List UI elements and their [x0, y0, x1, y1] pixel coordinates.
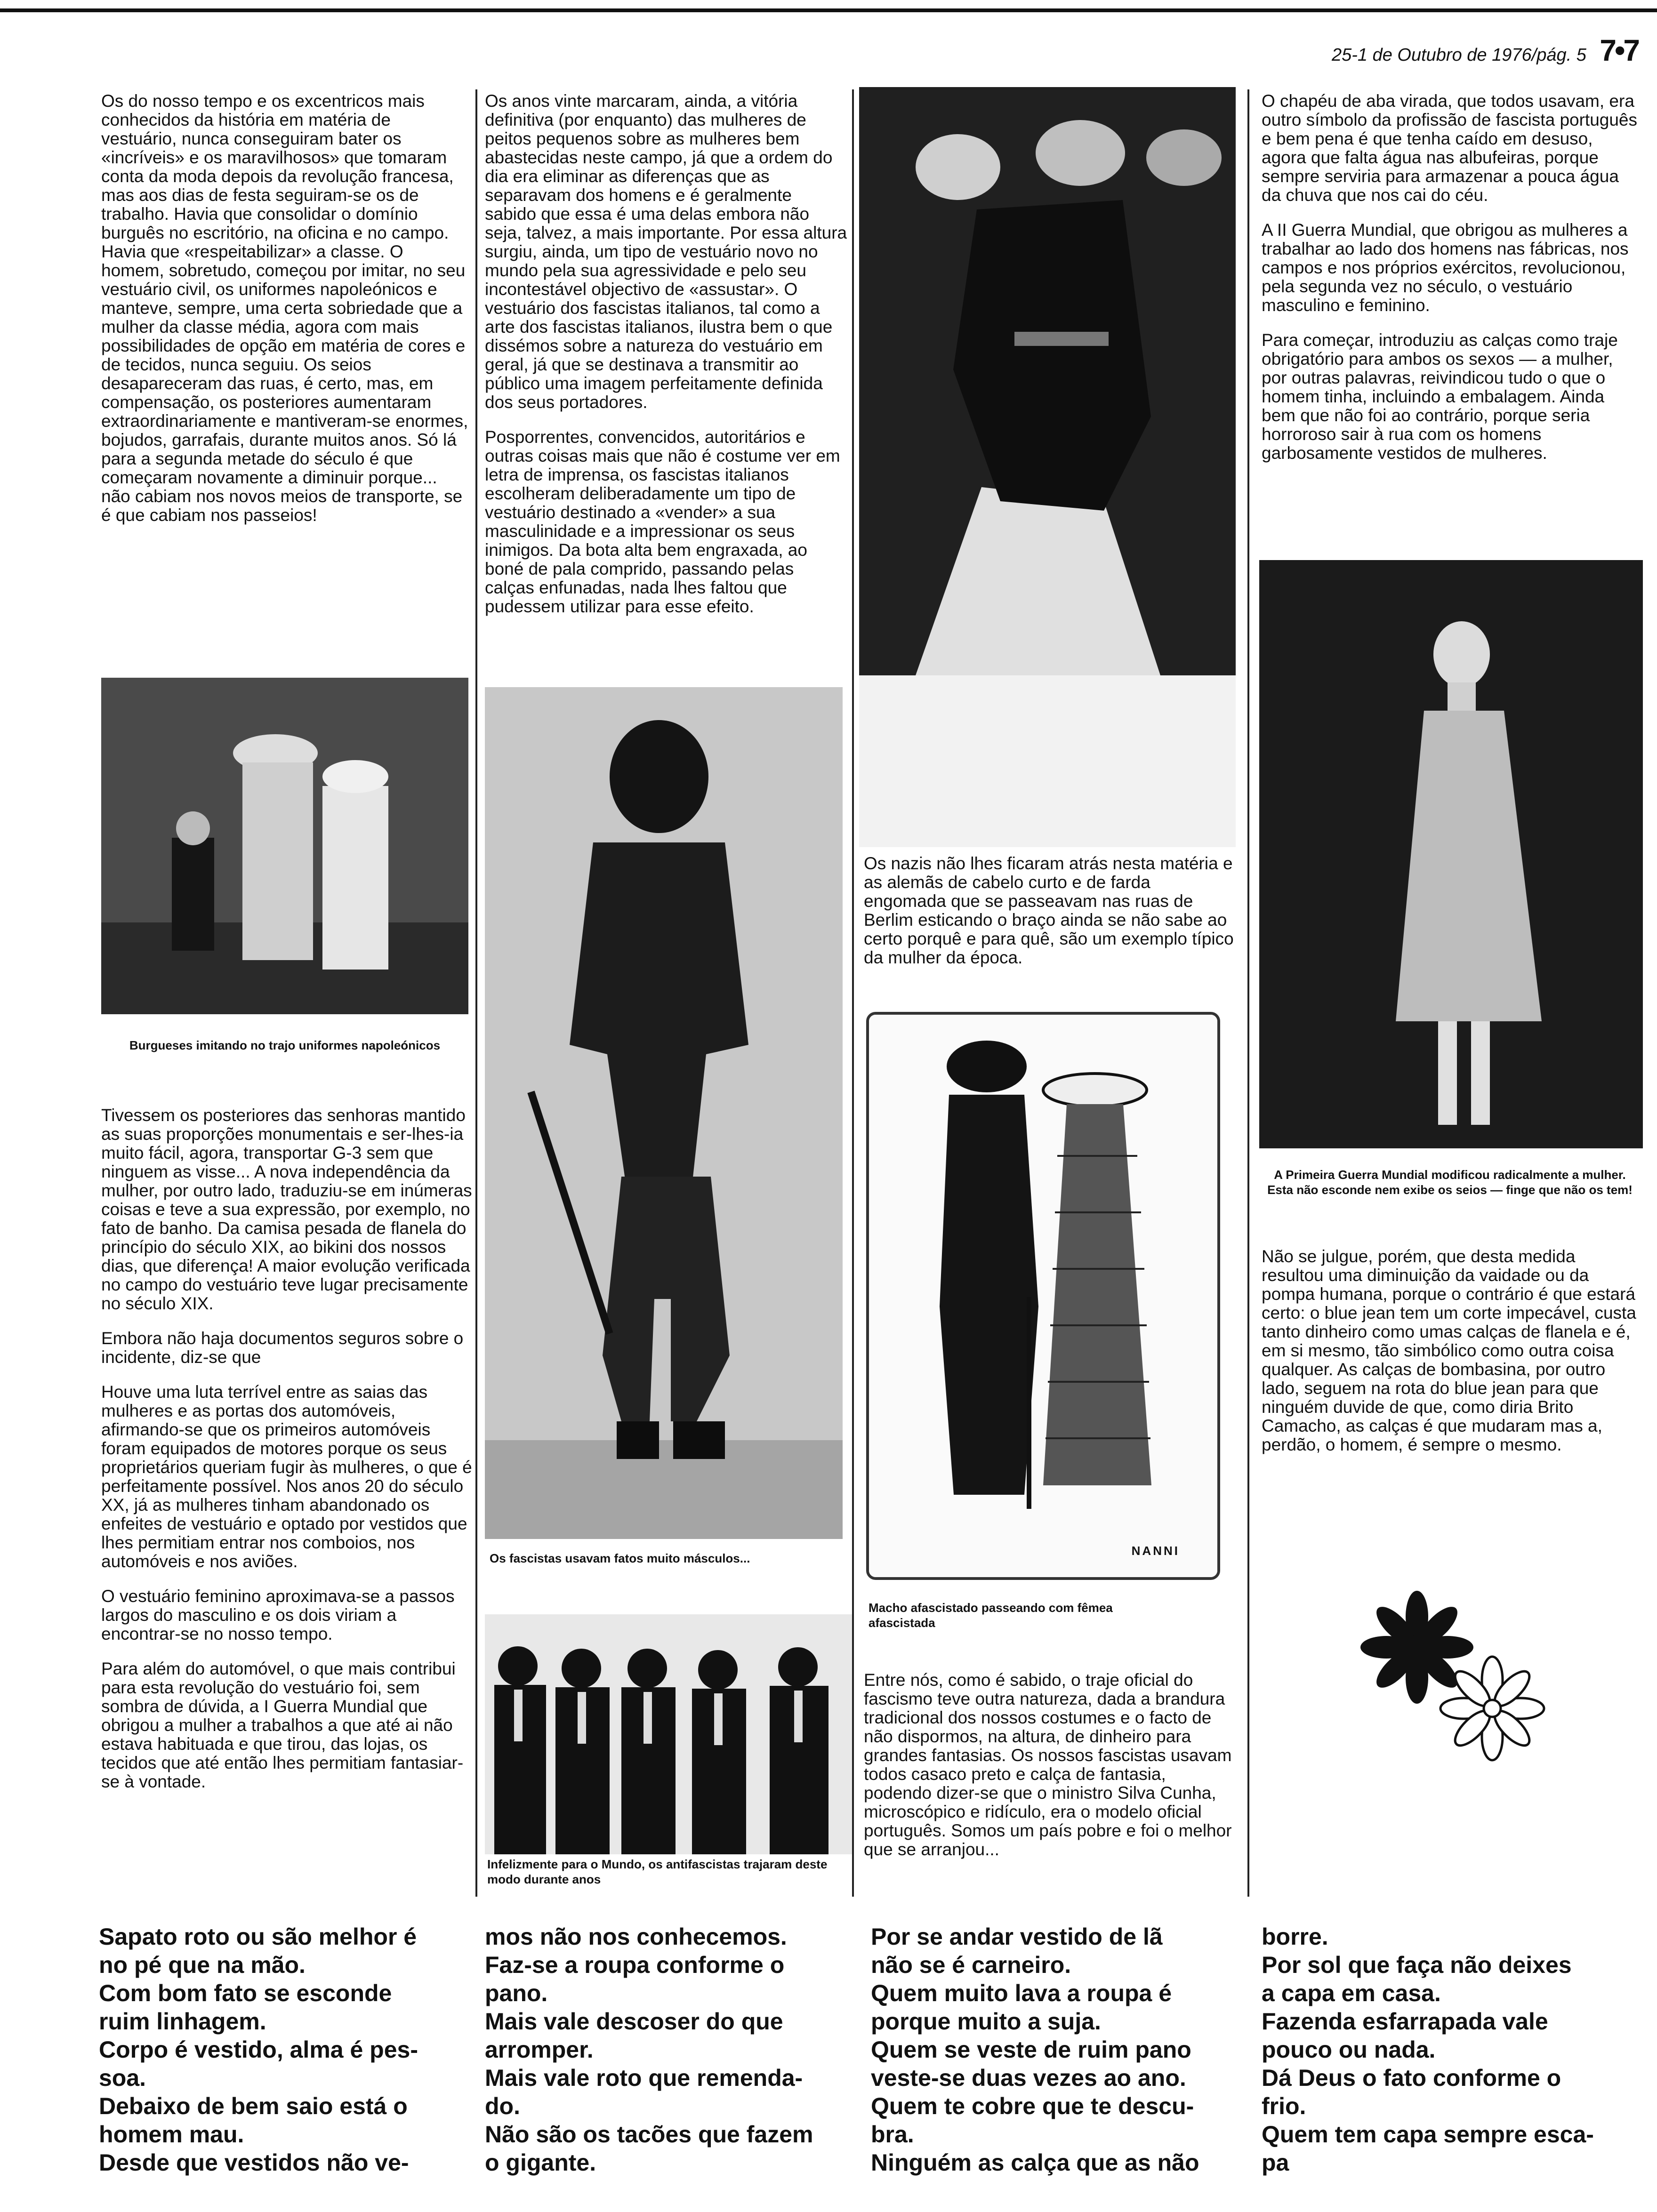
saying-line: o gigante.	[485, 2149, 596, 2176]
saying-line: Quem te cobre que te descu-	[871, 2093, 1194, 2119]
article-paragraph: Os do nosso tempo e os excentricos mais conhecidos da história em matéria de vestuário, nunca conseguiram bater os «incríveis» e os maravilhosos» que tomaram conta da moda depois da revolução francesa, mas aos dias de festa seguiram-se os de trabalho. Havia que consolidar o domínio burguês no escritório, na oficina e no campo. Havia que «respeitabilizar» a classe. O homem, sobretudo, começou por imitar, no seu vestuário civil, os uniformes napoleónicos e manteve, sempre, uma certa sobriedade que a mulher da classe média, agora com mais possibilidades de opção em matéria de cores e de tecidos, nunca seguiu. Os seios desapareceram das ruas, é certo, mas, em compensação, os posteriores aumentaram extraordinariamente e mantiveram-se enormes, bojudos, garrafais, durante muitos anos. Só lá para a segunda metade do século é que começaram novamente a diminuir porque... não cabiam nos novos meios de transporte, se é que cabiam nos passeios!	[101, 91, 468, 525]
photo-caption: Infelizmente para o Mundo, os antifascistas trajaram deste modo durante anos	[487, 1857, 828, 1886]
article-paragraph: Houve uma luta terrível entre as saias das mulheres e as portas dos automóveis, afirmando-se que os primeiros automóveis foram equipados de motores porque os seus proprietários queriam fugir às mulheres, o que é perfeitamente possível. Nos anos 20 do século XX, já as mulheres tinham abandonado os enfeites de vestuário e optado por vestidos que lhes permitiam entrar nos comboios, nos automóveis e nos aviões.	[101, 1382, 472, 1571]
column-4-top	[1262, 92, 1638, 479]
saying-line: homem mau.	[99, 2121, 244, 2148]
column-1-bottom	[101, 1106, 473, 1807]
article-paragraph: Não se julgue, porém, que desta medida resultou uma diminuição da vaidade ou da pompa humana, porque o contrário é que estará certo: o blue jean tem um corte impecável, custa tanto dinheiro como umas calças de flanela e é, em si mesmo, tão simbólico como outra coisa qualquer. As calças de bombasina, por outro lado, seguem na rota do blue jean para que ninguém duvide de que, como diria Brito Camacho, as calças é que mudaram mas a, perdão, o homem, é sempre o mesmo.	[1262, 1247, 1636, 1454]
photo-caption: Burgueses imitando no trajo uniformes napoleónicos	[129, 1038, 441, 1052]
saying-line: Corpo é vestido, alma é pes-	[99, 2036, 418, 2063]
article-paragraph: Para começar, introduziu as calças como traje obrigatório para ambos os sexos — a mulher, por outras palavras, reivindicou tudo o que o homem tinha, incluindo a embalagem. Ainda bem que não foi ao contrário, porque seria horroroso sair à rua com os homens garbosamente vestidos de mulheres.	[1262, 330, 1618, 463]
column-rule	[475, 89, 477, 1897]
saying-line: porque muito a suja.	[871, 2008, 1101, 2035]
date-page: 25-1 de Outubro de 1976/pág. 5	[1331, 45, 1586, 65]
saying-line: mos não nos conhecemos.	[485, 1923, 787, 1950]
article-paragraph: Embora não haja documentos seguros sobre o incidente, diz-se que	[101, 1329, 464, 1367]
saying-line: Mais vale descoser do que	[485, 2008, 783, 2035]
saying-line: não se é carneiro.	[871, 1952, 1071, 1978]
article-paragraph: O chapéu de aba virada, que todos usavam, era outro símbolo da profissão de fascista português e bem pena é que tenha caído em desuso, agora que falta água nas albufeiras, porque sempre serviria para armazenar a pouca água da chuva que nos cai do céu.	[1262, 91, 1638, 205]
article-paragraph: Tivessem os posteriores das senhoras mantido as suas proporções monumentais e ser-lhes-ia muito fácil, agora, transportar G-3 sem que ninguem as visse... A nova independência da mulher, por outro lado, traduziu-se em inúmeras coisas e teve a sua expressão, por exemplo, no fato de banho. Da camisa pesada de flanela do princípio do século XIX, ao bikini dos nossos dias, que diferença! A maior evolução verificada no campo do vestuário teve lugar precisamente no século XIX.	[101, 1106, 472, 1313]
article-paragraph: Posporrentes, convencidos, autoritários e outras coisas mais que não é costume ver em letra de imprensa, os fascistas italianos escolheram deliberadamente um tipo de vestuário destinado a «vender» a sua masculinidade e a impressionar os seus inimigos. Da bota alta bem engraxada, ao boné de pala comprido, passando pelas calças enfunadas, nada lhes faltou que pudessem utilizar para esse efeito.	[485, 427, 840, 616]
photo-1920s-woman	[1259, 560, 1643, 1148]
saying-line: a capa em casa.	[1262, 1980, 1441, 2006]
saying-line: no pé que na mão.	[99, 1952, 306, 1978]
sayings-column-2	[485, 1923, 852, 2177]
saying-line: do.	[485, 2093, 520, 2119]
magazine-logo: 7•7	[1600, 33, 1638, 67]
saying-line: Sapato roto ou são melhor é	[99, 1923, 417, 1950]
photo-antifascists	[485, 1614, 852, 1854]
sayings-column-1	[99, 1923, 475, 2177]
saying-line: veste-se duas vezes ao ano.	[871, 2065, 1186, 2091]
photo-caption: Macho afascistado passeando com fêmea afascistada	[869, 1601, 1113, 1630]
saying-line: ruim linhagem.	[99, 2008, 266, 2035]
top-rule	[0, 8, 1657, 12]
saying-line: Desde que vestidos não ve-	[99, 2149, 409, 2176]
saying-line: Fazenda esfarrapada vale	[1262, 2008, 1548, 2035]
saying-line: pa	[1262, 2149, 1289, 2176]
saying-line: Por sol que faça não deixes	[1262, 1952, 1572, 1978]
saying-line: frio.	[1262, 2093, 1306, 2119]
photo-mussolini-crowd	[859, 87, 1236, 847]
page-header	[1332, 33, 1638, 68]
column-3-bottom	[864, 1671, 1236, 1875]
column-2-top	[485, 92, 847, 632]
article-paragraph: O vestuário feminino aproximava-se a passos largos do masculino e os dois viriam a encontrar-se no nosso tempo.	[101, 1587, 455, 1643]
column-1-top	[101, 92, 468, 541]
column-rule	[852, 89, 854, 1897]
flower-ornament-icon	[1356, 1591, 1553, 1770]
photo-bourgeois-napoleonic	[101, 678, 468, 1014]
article-paragraph: Os anos vinte marcaram, ainda, a vitória definitiva (por enquanto) das mulheres de peitos pequenos sobre as mulheres bem abastecidas neste campo, já que a ordem do dia era eliminar as diferenças que as separavam dos homens e é geralmente sabido que essa é uma delas embora não seja, talvez, a mais importante. Por essa altura surgiu, ainda, um tipo de vestuário novo no mundo pela sua agressividade e pelo seu incontestável objectivo de «assustar». O vestuário dos fascistas italianos, tal como a arte dos fascistas italianos, ilustra bem o que dissémos sobre a natureza do vestuário em geral, já que se destinava a transmitir ao público uma imagem perfeitamente definida dos seus portadores.	[485, 91, 847, 412]
saying-line: arromper.	[485, 2036, 594, 2063]
sayings-column-3	[871, 1923, 1247, 2177]
saying-line: Quem muito lava a roupa é	[871, 1980, 1172, 2006]
article-paragraph: Os nazis não lhes ficaram atrás nesta matéria e as alemãs de cabelo curto e de farda engomada que se passeavam nas ruas de Berlim esticando o braço ainda se não sabe ao certo porquê e para quê, são um exemplo típico da mulher da época.	[864, 854, 1234, 967]
article-paragraph: A II Guerra Mundial, que obrigou as mulheres a trabalhar ao lado dos homens nas fábricas, nos campos e nos próprios exércitos, revolucionou, pela segunda vez no século, o vestuário masculino e feminino.	[1262, 220, 1629, 315]
saying-line: Por se andar vestido de lã	[871, 1923, 1163, 1950]
photo-caption: Os fascistas usavam fatos muito másculos...	[490, 1551, 750, 1565]
saying-line: Ninguém as calça que as não	[871, 2149, 1199, 2176]
saying-line: Faz-se a roupa conforme o	[485, 1952, 785, 1978]
column-3-middle	[864, 854, 1236, 983]
column-4-bottom	[1262, 1247, 1638, 1470]
saying-line: bra.	[871, 2121, 914, 2148]
saying-line: Quem se veste de ruim pano	[871, 2036, 1191, 2063]
saying-line: Com bom fato se esconde	[99, 1980, 392, 2006]
saying-line: borre.	[1262, 1923, 1328, 1950]
saying-line: soa.	[99, 2065, 146, 2091]
saying-line: pano.	[485, 1980, 548, 2006]
article-paragraph: Entre nós, como é sabido, o traje oficial do fascismo teve outra natureza, dada a brandura tradicional dos nossos costumes e o facto de não dispormos, na altura, de dinheiro para grandes fantasias. Os nossos fascistas usavam todos casaco preto e calça de fantasia, podendo dizer-se que o ministro Silva Cunha, microscópico e ridículo, era o modelo oficial português. Somos um país pobre e foi o melhor que se arranjou...	[864, 1670, 1232, 1859]
saying-line: Quem tem capa sempre esca-	[1262, 2121, 1594, 2148]
saying-line: Debaixo de bem saio está o	[99, 2093, 408, 2119]
saying-line: Mais vale roto que remenda-	[485, 2065, 803, 2091]
photo-caption: A Primeira Guerra Mundial modificou radicalmente a mulher. Esta não esconde nem exibe os seios — finge que não os tem!	[1267, 1168, 1633, 1197]
photo-fascist-uniform	[485, 687, 843, 1539]
column-rule	[1247, 89, 1249, 1897]
sayings-column-4	[1262, 1923, 1638, 2177]
illustrator-signature: NANNI	[1131, 1544, 1180, 1558]
saying-line: Não são os tacões que fazem	[485, 2121, 813, 2148]
saying-line: Dá Deus o fato conforme o	[1262, 2065, 1561, 2091]
photo-fascist-couple-drawing	[866, 1012, 1220, 1580]
saying-line: pouco ou nada.	[1262, 2036, 1436, 2063]
article-paragraph: Para além do automóvel, o que mais contribui para esta revolução do vestuário foi, sem sombra de dúvida, a I Guerra Mundial que obrigou a mulher a trabalhos a que até ai não estava habituada e que tirou, das lojas, os tecidos que até então lhes permitiam fantasiar-se à vontade.	[101, 1659, 464, 1791]
